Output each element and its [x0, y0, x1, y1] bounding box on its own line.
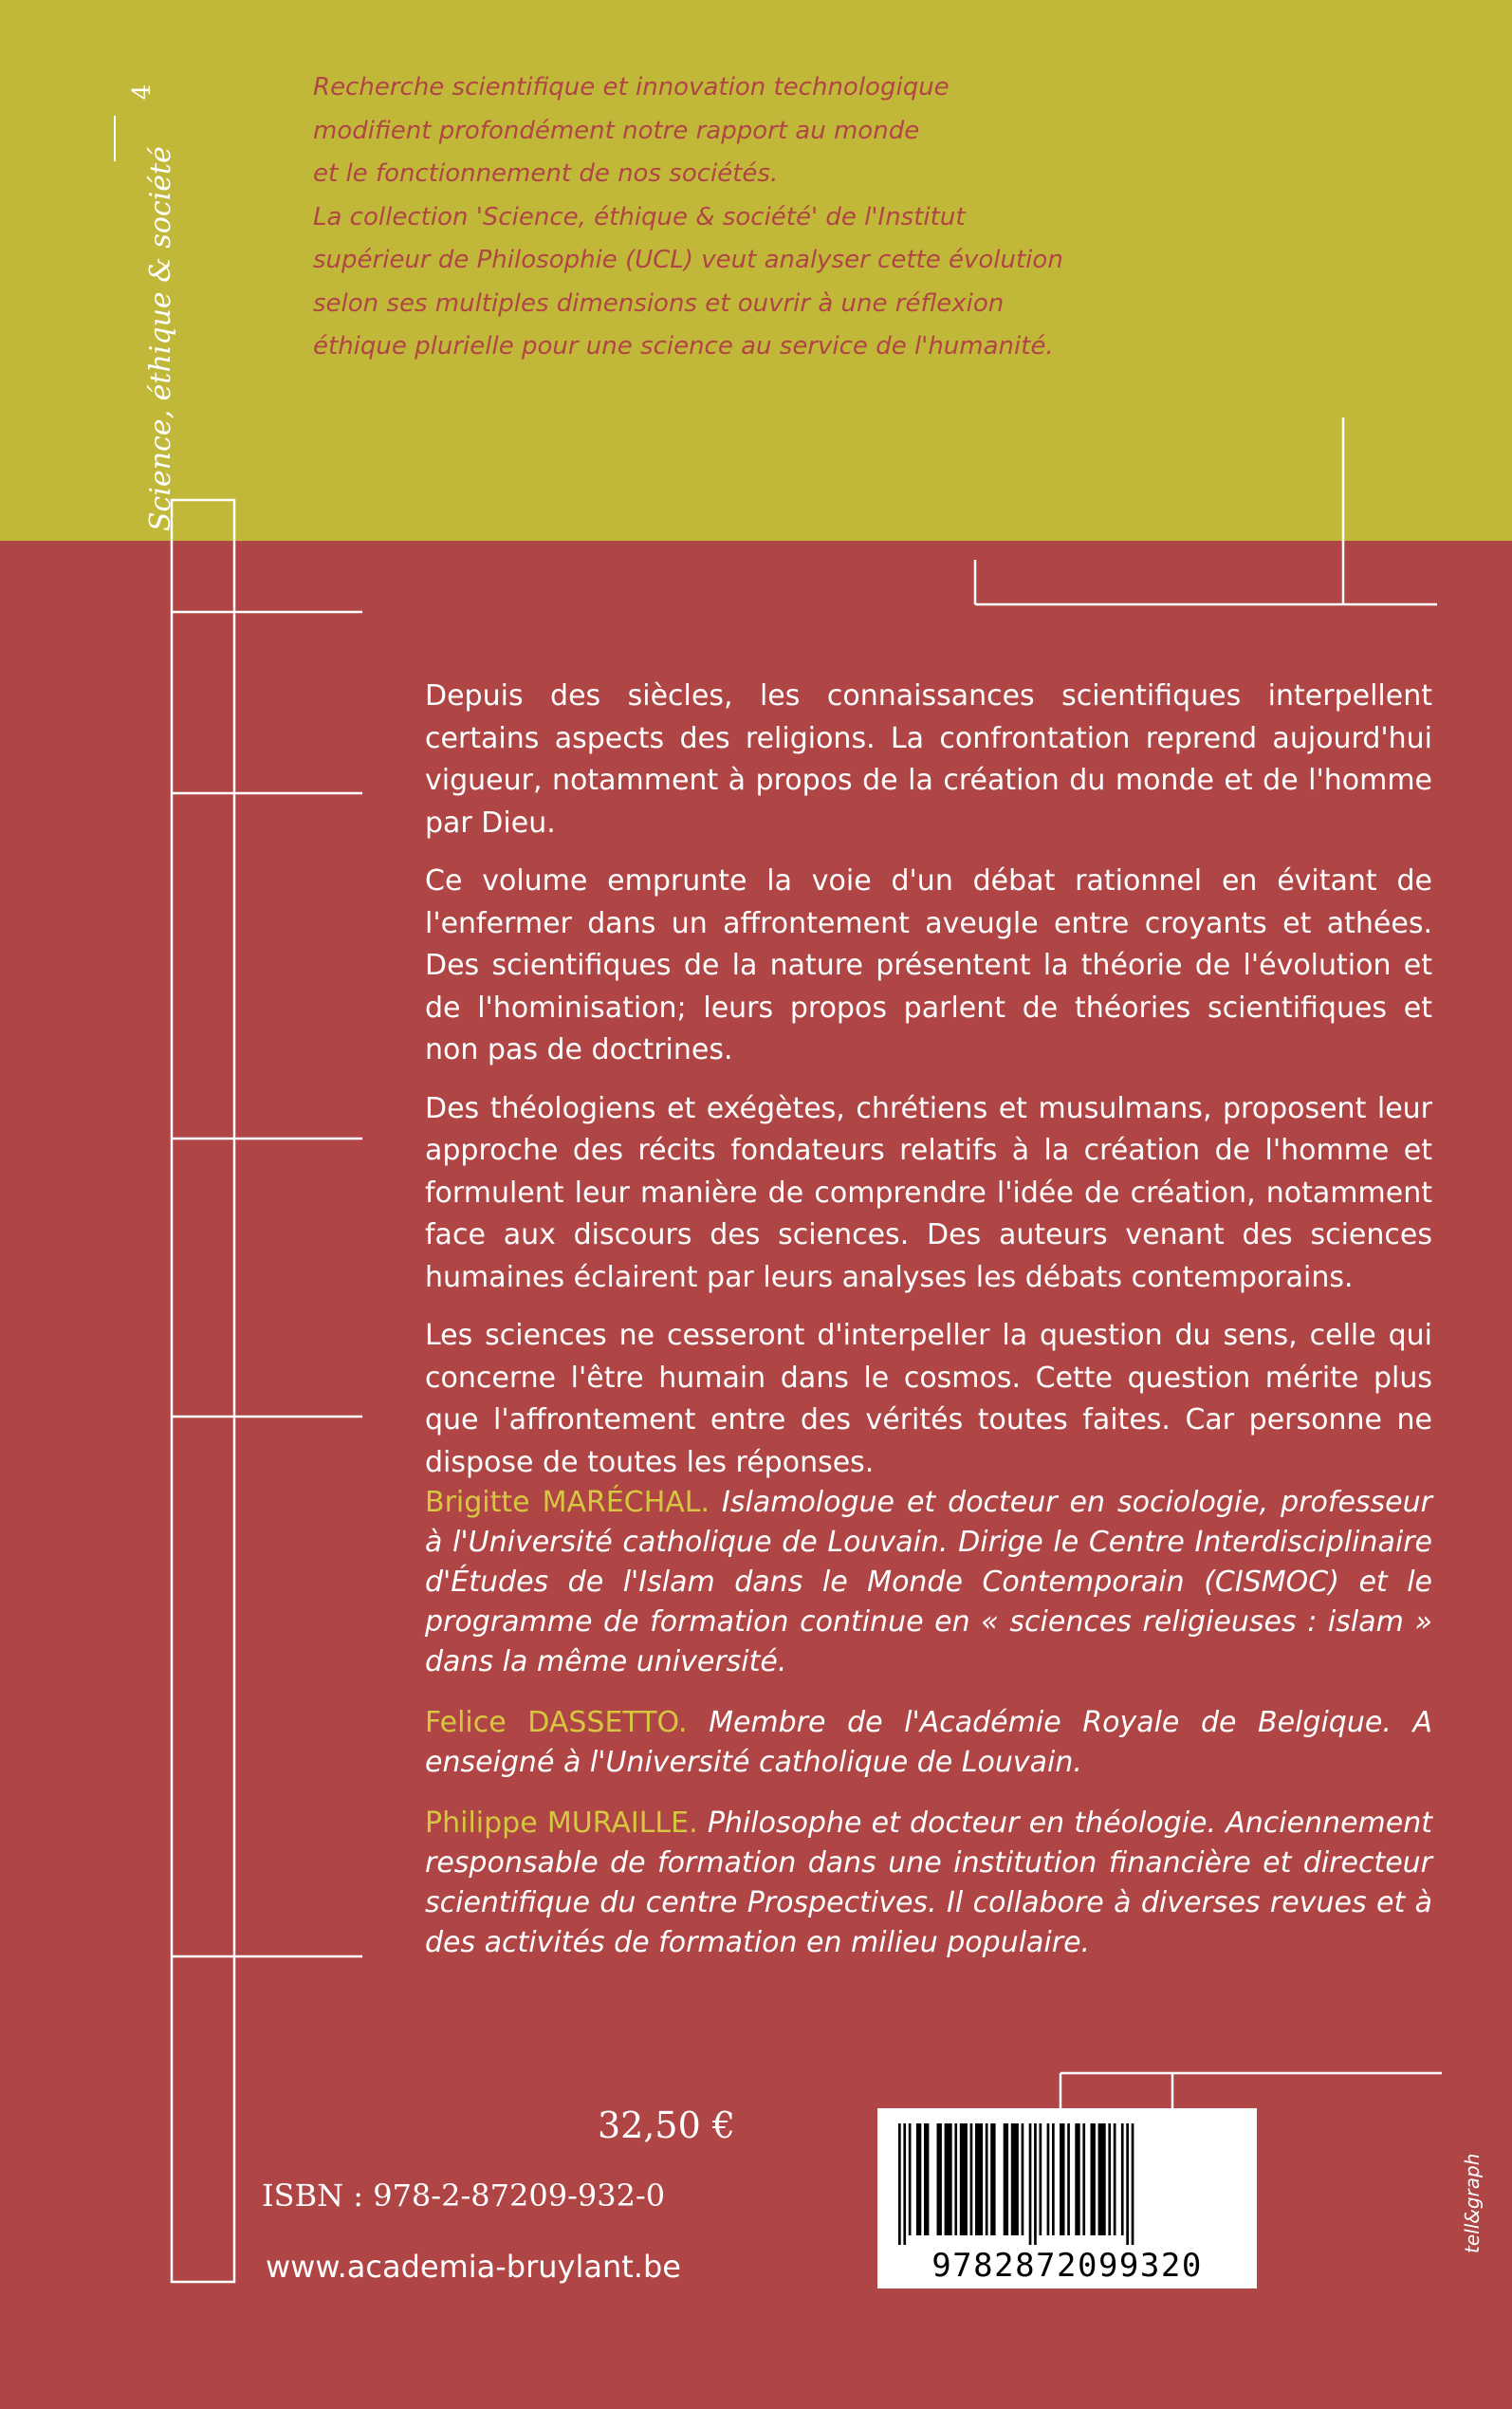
- summary-paragraph: Depuis des siècles, les connaissances scientifiques interpellent certains aspects des religions. La confrontation reprend aujourd'hui vigueur, notamment à propos de la création du monde et de l'homme par Dieu.: [425, 679, 1432, 840]
- barcode-bar: [1029, 2123, 1032, 2245]
- designer-credit: tell&graph: [1461, 2153, 1484, 2253]
- author-entry: [425, 1483, 1432, 1682]
- barcode-bar: [945, 2123, 952, 2235]
- author-bio: Philosophe et docteur en théologie. Anciennement responsable de formation dans une institution financière et directeur scientifique du centre Prospectives. Il collabore à diverses revues et à des activités de formation en milieu populaire.: [425, 1807, 1432, 1959]
- barcode-bar: [1034, 2123, 1037, 2245]
- barcode-bar: [1132, 2123, 1134, 2245]
- summary-paragraph: Des théologiens et exégètes, chrétiens et musulmans, proposent leur approche des récits fondateurs relatifs à la création de l'homme et formulent leur manière de comprendre l'idée de création, notamment face aux discours des sciences. Des auteurs venant des sciences humaines éclairent par leurs analyses les débats contemporains.: [425, 1091, 1432, 1294]
- barcode-bar: [924, 2123, 929, 2235]
- barcode-bar: [903, 2123, 906, 2245]
- summary-paragraph: Les sciences ne cesseront d'interpeller la question du sens, celle qui concerne l'être humain dans le cosmos. Cette question mérite plus que l'affrontement entre des vérités toutes faites. Car personne ne dispose de toutes les réponses.: [425, 1319, 1432, 1479]
- intro-line: supérieur de Philosophie (UCL) veut analyser cette évolution: [313, 246, 1063, 274]
- volume-number: 4: [128, 83, 157, 101]
- intro-line: La collection 'Science, éthique & société' de l'Institut: [313, 202, 966, 232]
- author-entry: [425, 1804, 1432, 1963]
- intro-line: éthique plurielle pour une science au service de l'humanité.: [313, 332, 1054, 361]
- publisher-website[interactable]: www.academia-bruylant.be: [266, 2249, 681, 2285]
- barcode-bar: [1040, 2123, 1042, 2235]
- author-entry: [425, 1703, 1432, 1783]
- barcode-bar: [1098, 2123, 1106, 2235]
- barcode-bar: [1075, 2123, 1079, 2235]
- barcode-bar: [1047, 2123, 1050, 2235]
- barcode-bar: [898, 2123, 901, 2245]
- barcode-bar: [986, 2123, 988, 2235]
- series-description: [313, 66, 1167, 369]
- barcode-bar: [960, 2123, 968, 2235]
- intro-line: Recherche scientifique et innovation technologique: [313, 73, 950, 102]
- barcode-bar: [1108, 2123, 1111, 2235]
- barcode-number: 9782872099320: [931, 2247, 1203, 2285]
- author-name: Brigitte MARÉCHAL.: [425, 1486, 710, 1519]
- barcode-bar: [909, 2123, 912, 2235]
- barcode-bar: [1004, 2123, 1008, 2235]
- barcode-bar: [970, 2123, 973, 2235]
- author-name: Philippe MURAILLE.: [425, 1807, 698, 1840]
- barcode-bar: [1011, 2123, 1019, 2235]
- barcode-bar: [1121, 2123, 1124, 2235]
- isbn: ISBN : 978-2-87209-932-0: [262, 2177, 666, 2214]
- barcode: [877, 2108, 1257, 2289]
- barcode-bar: [1082, 2123, 1085, 2235]
- barcode-bar: [937, 2123, 942, 2235]
- barcode-bars: [894, 2123, 1236, 2245]
- author-name: Felice DASSETTO.: [425, 1706, 688, 1739]
- barcode-bar: [975, 2123, 983, 2235]
- barcode-bar: [954, 2123, 957, 2235]
- spine-divider: [114, 116, 116, 161]
- intro-line: modifient profondément notre rapport au monde: [313, 116, 920, 145]
- book-summary: [425, 676, 1432, 1500]
- barcode-bar: [1052, 2123, 1055, 2235]
- barcode-bar: [916, 2123, 921, 2235]
- intro-line: et le fonctionnement de nos sociétés.: [313, 159, 779, 188]
- barcode-bar: [990, 2123, 995, 2235]
- barcode-bar: [1067, 2123, 1070, 2235]
- intro-line: selon ses multiples dimensions et ouvrir à une réflexion: [313, 288, 1005, 318]
- barcode-bar: [1126, 2123, 1129, 2245]
- price: 32,50 €: [598, 2104, 736, 2146]
- barcode-bar: [1060, 2123, 1064, 2235]
- barcode-bar: [1114, 2123, 1116, 2235]
- author-bios: [425, 1483, 1432, 1984]
- barcode-bar: [1022, 2123, 1024, 2235]
- series-title: Science, éthique & société: [144, 146, 177, 531]
- barcode-bar: [1091, 2123, 1096, 2235]
- summary-paragraph: Ce volume emprunte la voie d'un débat rationnel en évitant de l'enfermer dans un affrontement aveugle entre croyants et athées. Des scientifiques de la nature présentent la théorie de l'évolution et de l'hominisation; leurs propos parlent de théories scientifiques et non pas de doctrines.: [425, 864, 1432, 1066]
- author-bio: Islamologue et docteur en sociologie, professeur à l'Université catholique de Louvain. Dirige le Centre Interdisciplinaire d'Études de l'Islam dans le Monde Contemporain (CISMOC) et le programme de formation continue en « sciences religieuses : islam » dans la même université.: [425, 1486, 1432, 1678]
- author-bio: Membre de l'Académie Royale de Belgique. A enseigné à l'Université catholique de Louvain.: [425, 1706, 1432, 1779]
